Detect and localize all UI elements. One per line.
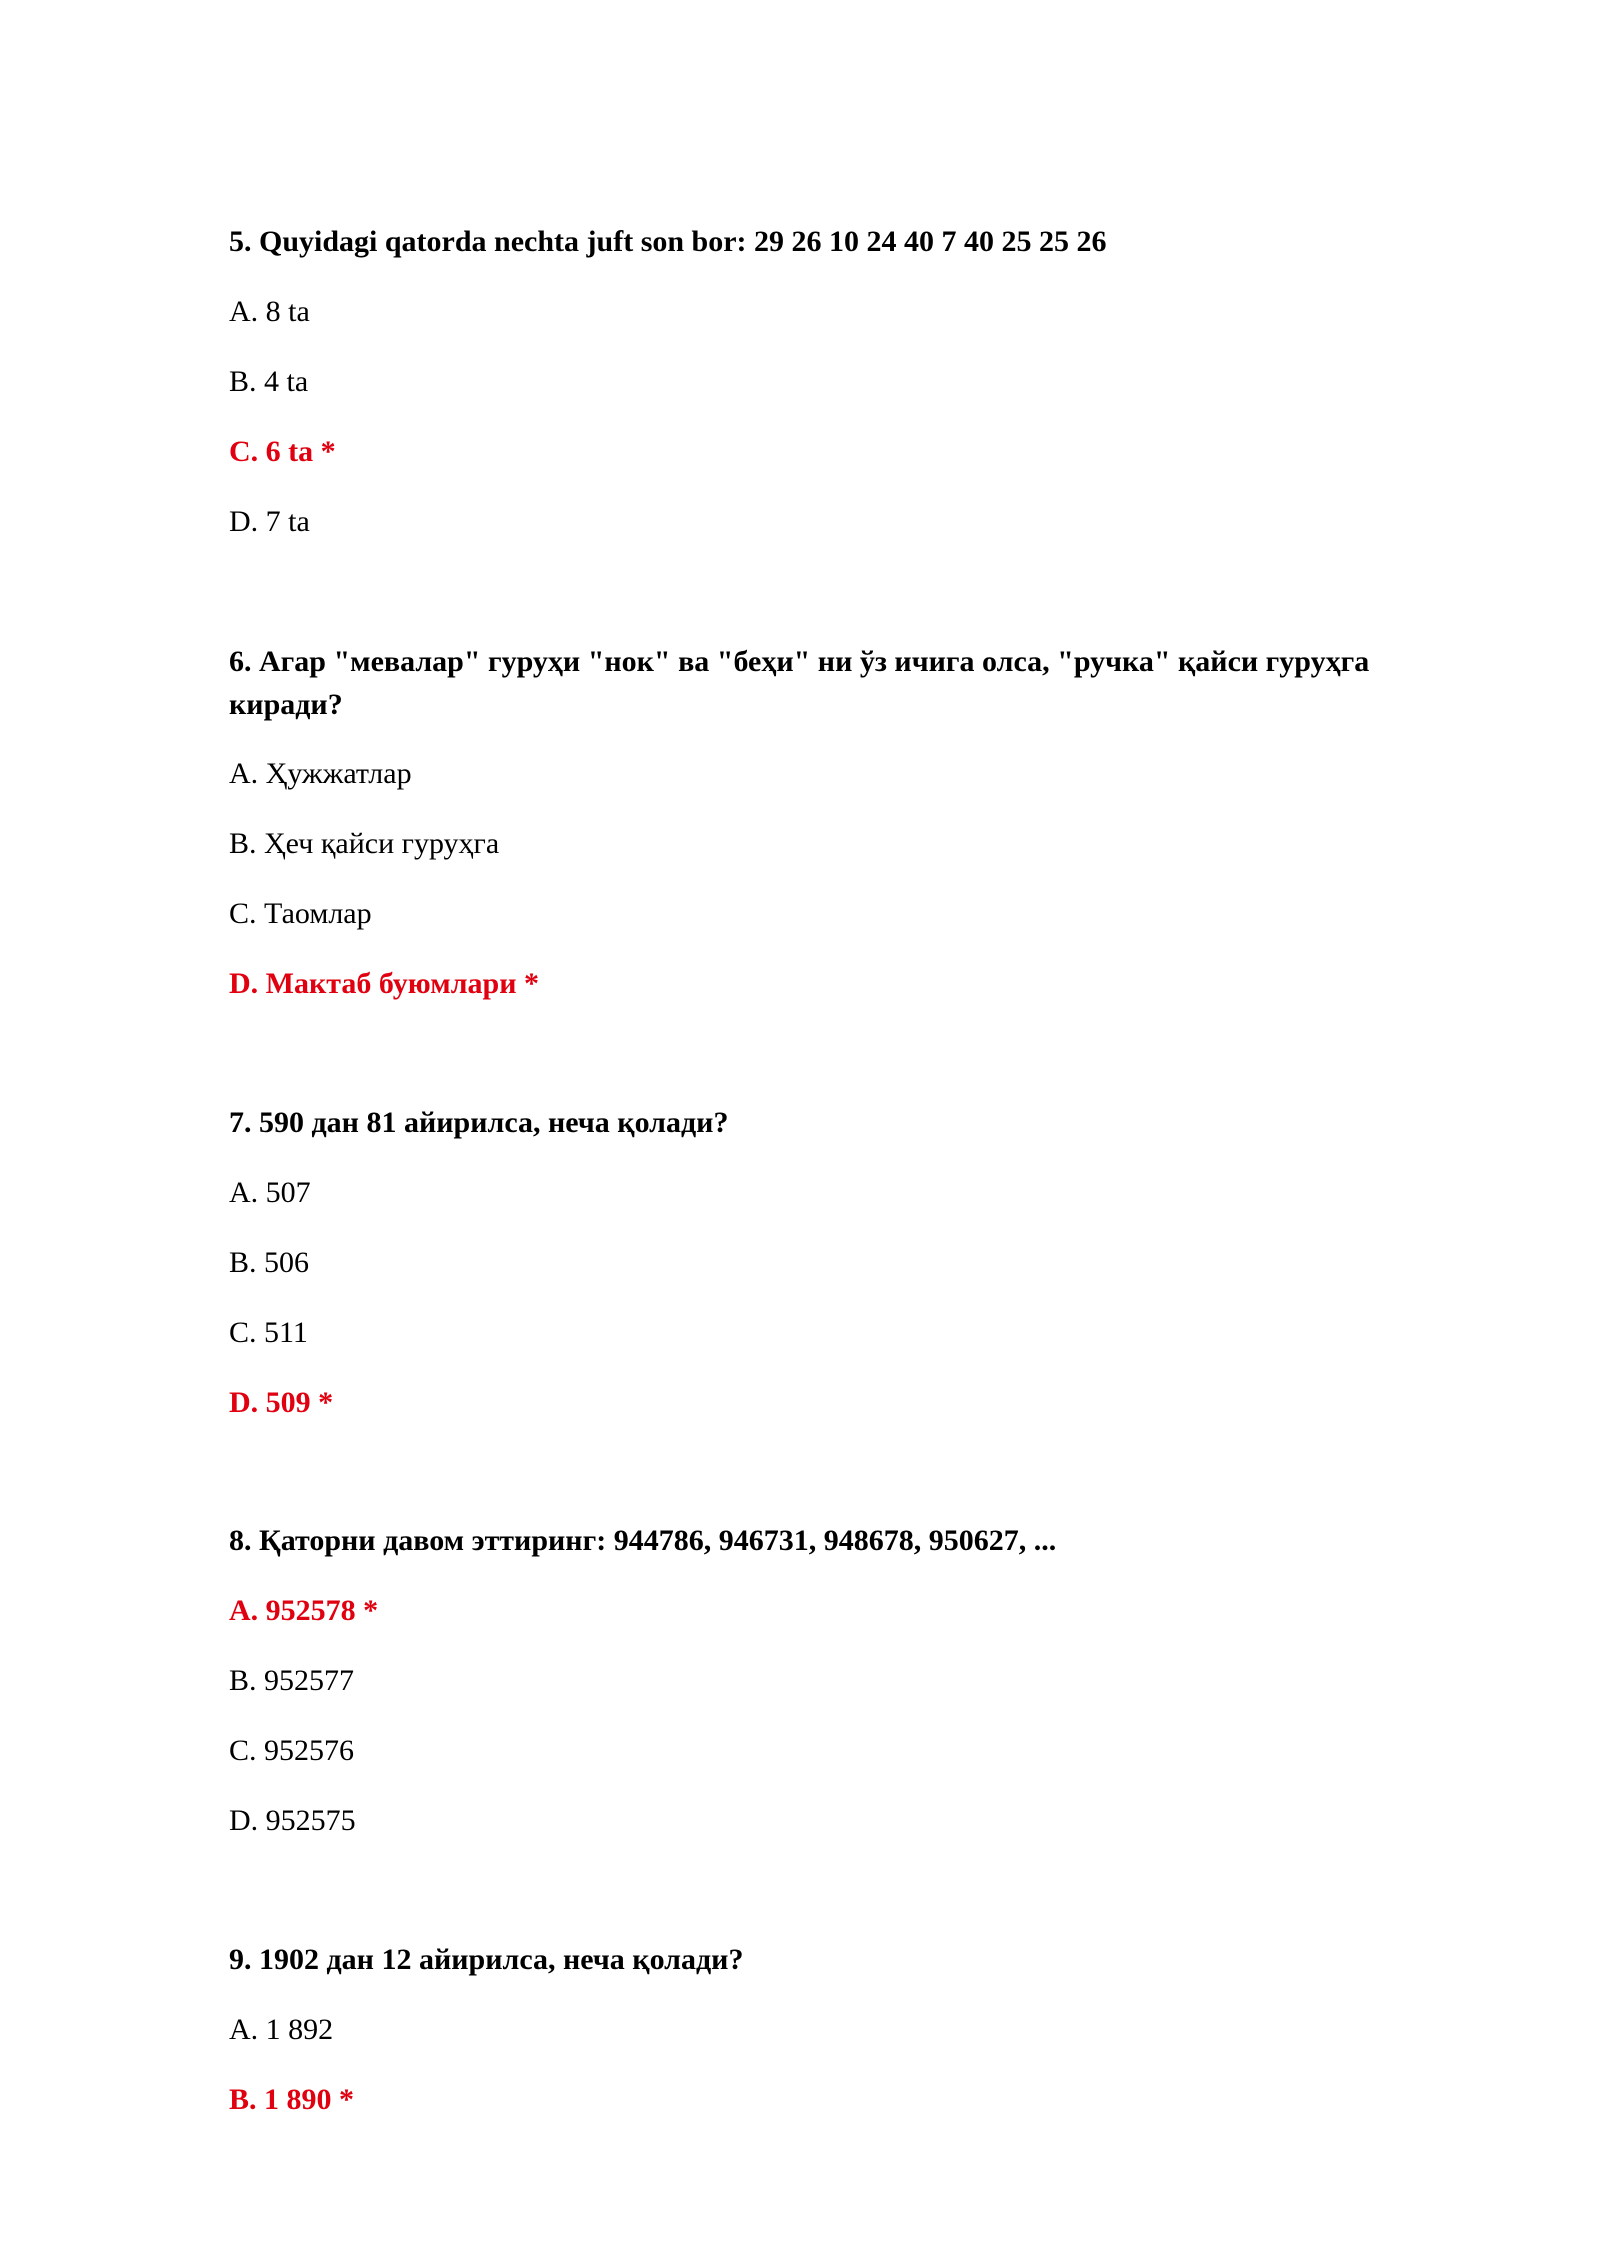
option-a: A. 8 ta — [229, 295, 310, 328]
option-b: B. 952577 — [229, 1664, 355, 1697]
option-b-correct: B. 1 890 * — [229, 2083, 355, 2116]
question-title: 8. Қаторни давом эттиринг: 944786, 946731, 948678, 950627, ... — [229, 1524, 1057, 1557]
question-6 — [229, 640, 1479, 1000]
option-d: D. 952575 — [229, 1804, 356, 1837]
option-c: C. Таомлар — [229, 897, 372, 930]
question-9 — [229, 1938, 1479, 2116]
question-title: 5. Quyidagi qatorda nechta juft son bor: 29 26 10 24 40 7 40 25 25 26 — [229, 225, 1107, 258]
option-d-correct: D. Мактаб буюмлари * — [229, 967, 539, 1000]
question-title: 9. 1902 дан 12 айирилса, неча қолади? — [229, 1943, 744, 1976]
option-a: A. 1 892 — [229, 2013, 334, 2046]
question-title: 7. 590 дан 81 айирилса, неча қолади? — [229, 1106, 729, 1139]
option-b: B. 506 — [229, 1246, 310, 1279]
question-5 — [229, 220, 1479, 538]
option-c-correct: C. 6 ta * — [229, 435, 336, 468]
option-c: C. 952576 — [229, 1734, 355, 1767]
option-d-correct: D. 509 * — [229, 1386, 334, 1419]
option-a-correct: A. 952578 * — [229, 1594, 379, 1627]
option-d: D. 7 ta — [229, 505, 310, 538]
option-a: A. Ҳужжатлар — [229, 757, 412, 790]
option-b: B. 4 ta — [229, 365, 309, 398]
option-c: C. 511 — [229, 1316, 308, 1349]
option-a: A. 507 — [229, 1176, 311, 1209]
option-b: B. Ҳеч қайси гуруҳга — [229, 827, 500, 860]
question-7 — [229, 1101, 1479, 1419]
question-title: 6. Агар "мевалар" гуруҳи "нок" ва "беҳи" ни ўз ичига олса, "ручка" қайси гуруҳга киради? — [229, 645, 1370, 721]
question-8 — [229, 1519, 1479, 1837]
